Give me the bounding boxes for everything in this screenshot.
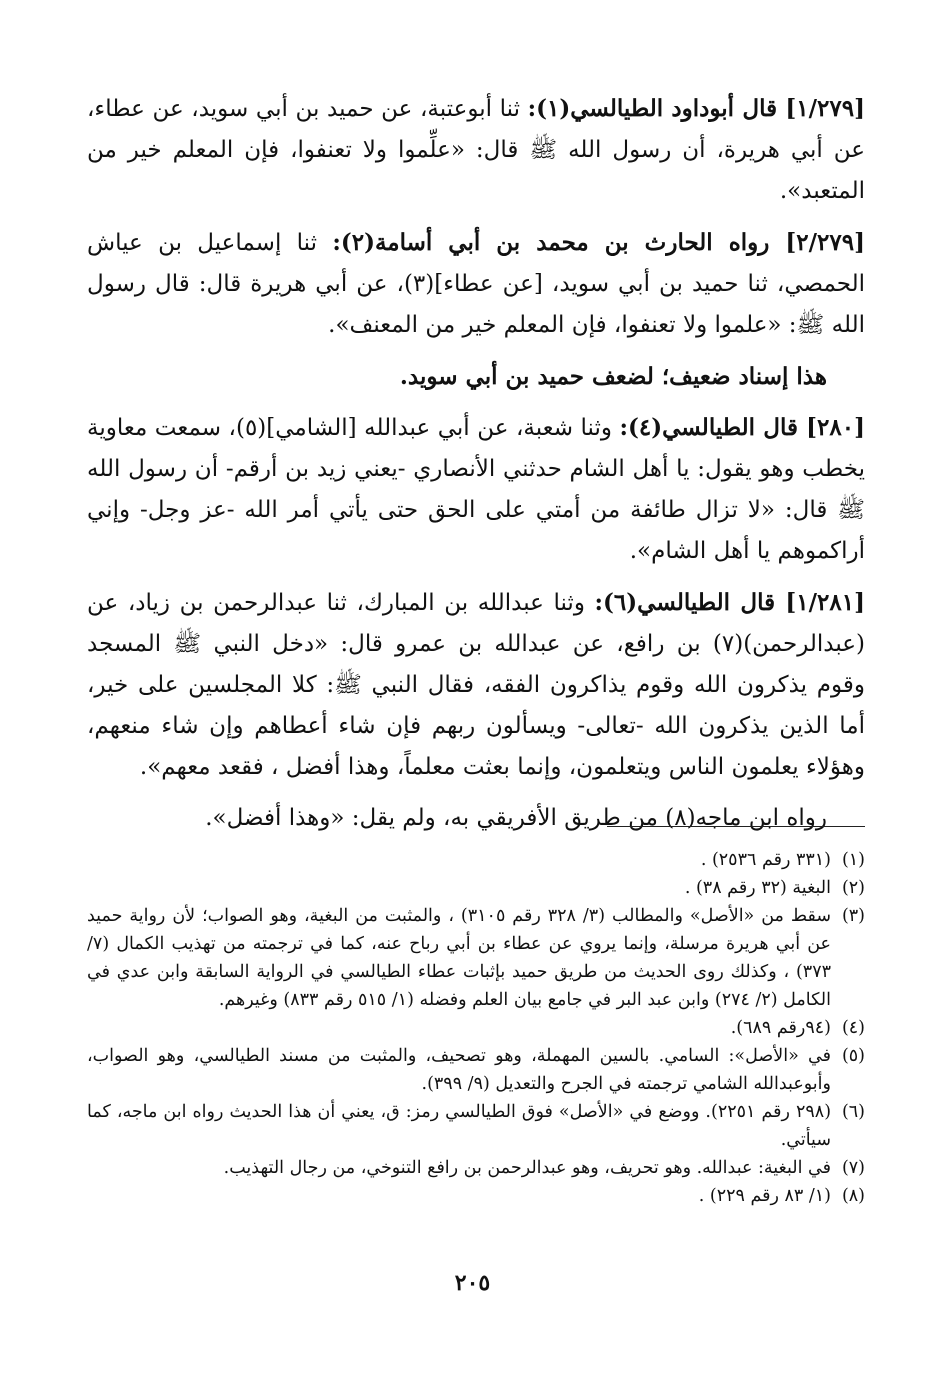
footnote-6 [87, 1098, 865, 1154]
footnote-divider [607, 826, 865, 827]
hadith-entry-281-1 [87, 582, 865, 788]
footnote-number: (٣) [841, 906, 865, 926]
footnote-number: (٥) [841, 1046, 865, 1066]
entry-heading: [٢٨٠] قال الطيالسي(٤): [619, 414, 865, 441]
footnote-number: (٤) [841, 1018, 865, 1038]
entry-heading: [١/٢٧٩] قال أبوداود الطيالسي(١): [527, 95, 865, 122]
footnote-text: (٢٩٨ رقم ٢٢٥١). ووضع في «الأصل» فوق الطيالسي رمز: ق، يعني أن هذا الحديث رواه ابن ماجه، كما سيأتي. [87, 1102, 832, 1150]
footnote-number: (٧) [841, 1158, 865, 1178]
footnote-text: (٩٤رقم ٦٨٩). [730, 1018, 831, 1038]
hadith-entry-279-2 [87, 222, 865, 346]
footnote-number: (٨) [841, 1186, 865, 1206]
footnote-text: في «الأصل»: السامي. بالسين المهملة، وهو تصحيف، والمثبت من مسند الطيالسي، وهو الصواب، وأبوعبدالله الشامي ترجمته في الجرح والتعديل (٩/ ٣٩٩). [87, 1046, 831, 1094]
footnote-3 [87, 902, 865, 1014]
footnote-number: (٢) [841, 878, 865, 898]
footnote-2 [87, 874, 865, 902]
entry-text: ثنا أبوعتبة، عن حميد بن أبي سويد، عن عطاء، عن أبي هريرة، أن رسول الله ﷺ قال: «علِّموا ولا تعنفوا، فإن المعلم خير من المتعبد». [87, 96, 865, 204]
page-number: ٢٠٥ [454, 1270, 491, 1296]
hadith-entry-279-1 [87, 88, 865, 212]
footnote-text: (٣٣١ رقم ٢٥٣٦) . [700, 850, 831, 870]
entry-text: ثنا إسماعيل بن عياش الحمصي، ثنا حميد بن أبي سويد، [عن عطاء](٣)، عن أبي هريرة قال: قال رسول الله ﷺ: «علموا ولا تعنفوا، فإن المعلم خير من المعنف». [87, 230, 865, 338]
footnote-4 [87, 1014, 865, 1042]
footnote-text: (١/ ٨٣ رقم ٢٢٩) . [698, 1186, 831, 1206]
main-text [87, 88, 865, 839]
footnote-text: في البغية: عبدالله. وهو تحريف، وهو عبدالرحمن بن رافع التنوخي، من رجال التهذيب. [223, 1158, 831, 1178]
isnad-grading: هذا إسناد ضعيف؛ لضعف حميد بن أبي سويد. [399, 363, 827, 390]
hadith-entry-280 [87, 407, 865, 572]
footnote-7 [87, 1154, 865, 1182]
footnote-number: (١) [841, 850, 865, 870]
closing-note: رواه ابن ماجه(٨) من طريق الأفريقي به، ولم يقل: «وهذا أفضل». [205, 805, 827, 831]
footnote-8 [87, 1182, 865, 1210]
entry-heading: [٢/٢٧٩] رواه الحارث بن محمد بن أبي أسامة(٢): [332, 229, 865, 256]
entry-text: وثنا شعبة، عن أبي عبدالله [الشامي](٥)، سمعت معاوية يخطب وهو يقول: يا أهل الشام حدثني الأنصاري -يعني زيد بن أرقم- أن رسول الله ﷺ قال: «لا تزال طائفة من أمتي على الحق حتى يأتي أمر الله -عز وجل- وإني أراكموهم يا أهل الشام». [87, 415, 865, 564]
entry-heading: [١/٢٨١] قال الطيالسي(٦): [594, 589, 865, 616]
footnote-number: (٦) [841, 1102, 865, 1122]
footnotes [87, 846, 865, 1210]
footnote-text: سقط من «الأصل» والمطالب (٣/ ٣٢٨ رقم ٣١٠٥) ، والمثبت من البغية، وهو الصواب؛ لأن رواية حميد عن أبي هريرة مرسلة، وإنما يروي عن عطاء بن أبي رباح عنه، كما في ترجمته من تهذيب الكمال (٧/ ٣٧٣) ، وكذلك روى الحديث من طريق حميد بإثبات عطاء الطيالسي في الرواية السابقة وابن عدي في الكامل (٢/ ٢٧٤) وابن عبد البر في جامع بيان العلم وفضله (١/ ٥١٥ رقم ٨٣٣) وغيرهم. [87, 906, 831, 1010]
footnote-5 [87, 1042, 865, 1098]
footnote-1 [87, 846, 865, 874]
entry-text: وثنا عبدالله بن المبارك، ثنا عبدالرحمن بن زياد، عن (عبدالرحمن)(٧) بن رافع، عن عبدالله بن عمرو قال: «دخل النبي ﷺ المسجد وقوم يذكرون الله وقوم يذاكرون الفقه، فقال النبي ﷺ: كلا المجلسين على خير، أما الذين يذكرون الله -تعالى- ويسألون ربهم فإن شاء أعطاهم وإن شاء منعهم، وهؤلاء يعلمون الناس ويتعلمون، وإنما بعثت معلماً، وهذا أفضل ، فقعد معهم». [87, 590, 865, 780]
footnote-text: البغية (٣٢ رقم ٣٨) . [684, 878, 831, 898]
